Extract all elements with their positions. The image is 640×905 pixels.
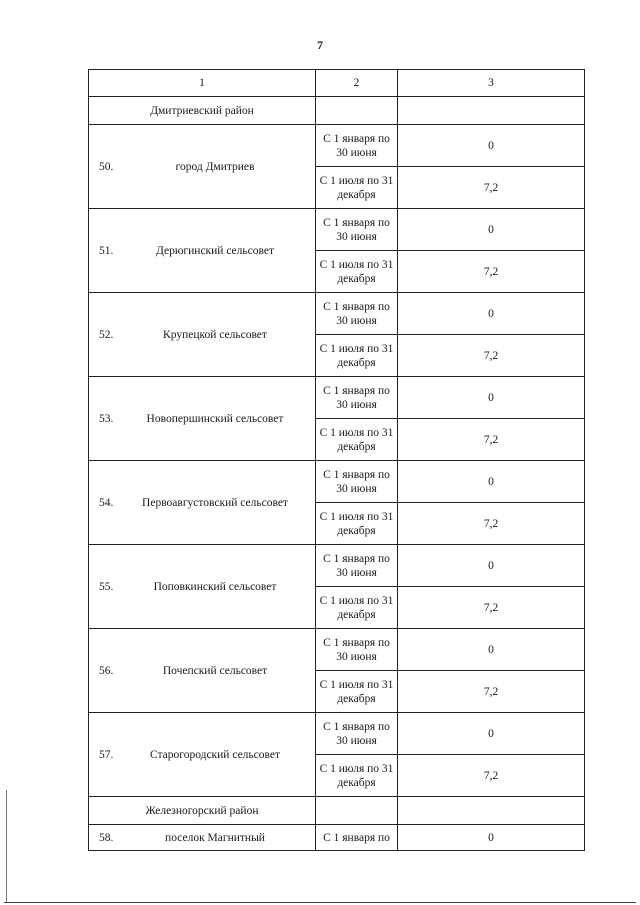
page-number: 7 [317, 38, 323, 52]
scan-bottom-line [4, 902, 636, 903]
settlement-cell [89, 461, 316, 545]
value-cell: 0 [398, 293, 585, 335]
settlement-name: Дерюгинский сельсовет [155, 244, 274, 257]
value-cell: 0 [398, 629, 585, 671]
table-row [89, 545, 585, 587]
settlement-name: Первоавгустовский сельсовет [142, 496, 288, 509]
period-cell: С 1 июля по 31 декабря [316, 419, 398, 461]
table-row [89, 209, 585, 251]
settlement-cell [89, 125, 316, 209]
settlement-cell [89, 713, 316, 797]
table-row [89, 629, 585, 671]
value-cell: 7,2 [398, 335, 585, 377]
table-row [89, 825, 585, 851]
settlement-cell [89, 293, 316, 377]
table-row [89, 125, 585, 167]
period-cell: С 1 января по 30 июня [316, 461, 398, 503]
district-row [89, 97, 585, 125]
table-row [89, 713, 585, 755]
settlement-cell [89, 209, 316, 293]
value-cell: 0 [398, 825, 585, 851]
period-cell: С 1 июля по 31 декабря [316, 167, 398, 209]
row-number: 53. [99, 412, 114, 425]
period-cell: С 1 июля по 31 декабря [316, 335, 398, 377]
table-body [89, 70, 585, 851]
settlement-cell [89, 825, 316, 851]
empty-cell [398, 797, 585, 825]
column-header-1: 1 [89, 70, 316, 97]
value-cell: 7,2 [398, 587, 585, 629]
value-cell: 7,2 [398, 503, 585, 545]
settlement-name: Поповкинский сельсовет [153, 580, 277, 593]
period-cell: С 1 января по 30 июня [316, 125, 398, 167]
value-cell: 0 [398, 461, 585, 503]
period-cell: С 1 января по 30 июня [316, 293, 398, 335]
row-number: 56. [99, 664, 114, 677]
period-cell: С 1 июля по 31 декабря [316, 503, 398, 545]
table-row [89, 461, 585, 503]
settlement-name: город Дмитриев [175, 160, 255, 173]
empty-cell [316, 97, 398, 125]
district-row [89, 797, 585, 825]
value-cell: 7,2 [398, 419, 585, 461]
settlement-name: Почепский сельсовет [162, 664, 268, 677]
period-cell: С 1 июля по 31 декабря [316, 251, 398, 293]
scan-edge-mark [6, 790, 7, 903]
settlement-cell [89, 629, 316, 713]
column-header-3: 3 [398, 70, 585, 97]
period-cell: С 1 июля по 31 декабря [316, 671, 398, 713]
row-number: 55. [99, 580, 114, 593]
row-number: 54. [99, 496, 114, 509]
settlement-name: Новопершинский сельсовет [146, 412, 284, 425]
period-cell: С 1 июля по 31 декабря [316, 587, 398, 629]
value-cell: 7,2 [398, 167, 585, 209]
rates-table [88, 69, 585, 851]
value-cell: 0 [398, 209, 585, 251]
value-cell: 7,2 [398, 671, 585, 713]
period-cell: С 1 января по 30 июня [316, 377, 398, 419]
settlement-name: поселок Магнитный [165, 831, 265, 844]
row-number: 50. [99, 160, 114, 173]
district-name: Дмитриевский район [89, 97, 316, 125]
value-cell: 0 [398, 377, 585, 419]
period-cell: С 1 января по 30 июня [316, 209, 398, 251]
empty-cell [398, 97, 585, 125]
value-cell: 0 [398, 545, 585, 587]
settlement-name: Старогородский сельсовет [149, 748, 281, 761]
row-number: 51. [99, 244, 114, 257]
period-cell: С 1 июля по 31 декабря [316, 755, 398, 797]
settlement-cell [89, 377, 316, 461]
table-header-row [89, 70, 585, 97]
period-cell: С 1 января по [316, 825, 398, 851]
row-number: 57. [99, 748, 114, 761]
value-cell: 0 [398, 125, 585, 167]
row-number: 52. [99, 328, 114, 341]
value-cell: 7,2 [398, 251, 585, 293]
period-cell: С 1 января по 30 июня [316, 545, 398, 587]
period-cell: С 1 января по 30 июня [316, 713, 398, 755]
settlement-cell [89, 545, 316, 629]
value-cell: 0 [398, 713, 585, 755]
period-cell: С 1 января по 30 июня [316, 629, 398, 671]
settlement-name: Крупецкой сельсовет [163, 328, 267, 341]
empty-cell [316, 797, 398, 825]
column-header-2: 2 [316, 70, 398, 97]
district-name: Железногорский район [89, 797, 316, 825]
value-cell: 7,2 [398, 755, 585, 797]
table-row [89, 377, 585, 419]
row-number: 58. [99, 831, 114, 844]
table-row [89, 293, 585, 335]
